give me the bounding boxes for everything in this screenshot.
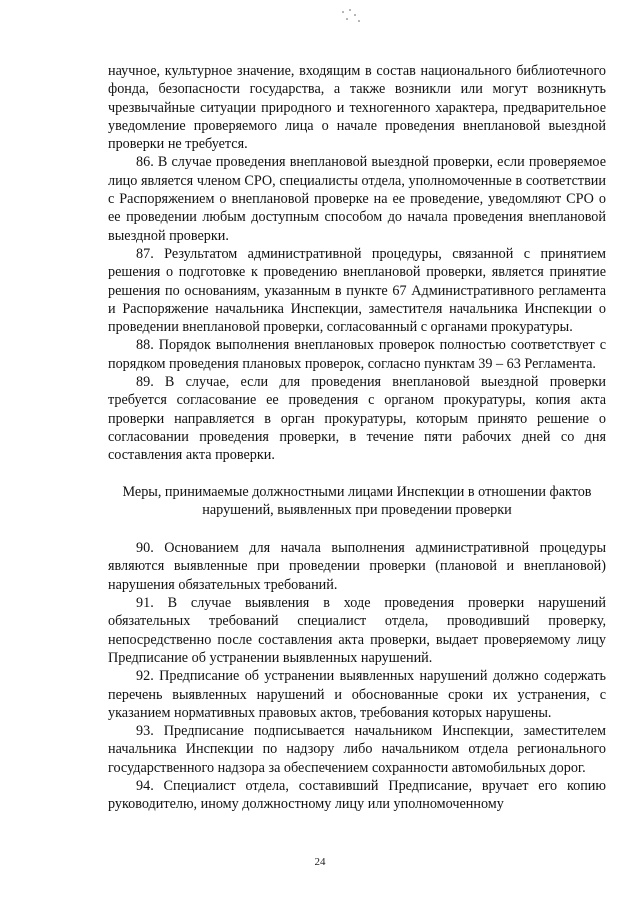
page-number: 24 <box>314 856 326 868</box>
paragraph-94: 94. Специалист отдела, составивший Предписание, вручает его копию руководителю, иному должностному лицу или уполномоченному <box>108 777 606 813</box>
paragraph-86: 86. В случае проведения внеплановой выездной проверки, если проверяемое лицо является членом СРО, специалисты отдела, уполномоченные в соответствии с Распоряжением о внеплановой проверке на ее проведение, уведомляют СРО о ее проведении любым доступным способом до начала проведения внеплановой выездной проверки. <box>108 154 606 244</box>
paragraph-91: 91. В случае выявления в ходе проведения проверки нарушений обязательных требований специалист отдела, проводивший проверку, непосредственно после составления акта проверки, выдает проверяемому лицу Предписание об устранении выявленных нарушений. <box>108 595 606 666</box>
paragraph-89: 89. В случае, если для проведения внеплановой выездной проверки требуется согласование ее проведения с органом прокуратуры, копия акта проверки направляется в орган прокуратуры, которым принято решение о согласовании проведения проверки, в течение пяти рабочих дней со дня составления акта проверки. <box>108 374 606 464</box>
paragraph-continuation: научное, культурное значение, входящим в состав национального библиотечного фонда, безопасности государства, а также возникли или могут возникнуть чрезвычайные ситуации природного и техногенного характера, предварительное уведомление проверяемого лица о начале проведения внеплановой выездной проверки не требуется. <box>108 63 606 153</box>
section-heading: Меры, принимаемые должностными лицами Инспекции в отношении фактов нарушений, выявленных при проведении проверки <box>122 483 592 518</box>
paragraph-87: 87. Результатом административной процедуры, связанной с принятием решения о подготовке к проведению внеплановой проверки, является принятие решения по основаниям, указанным в пункте 67 Административного регламента и Распоряжение начальника Инспекции, заместителя начальника Инспекции о проведении внеплановой проверки, согласованный с органами прокуратуры. <box>108 245 606 336</box>
document-page <box>108 62 606 814</box>
paragraph-93: 93. Предписание подписывается начальником Инспекции, заместителем начальника Инспекции по надзору либо начальником отдела регионального государственного надзора за обеспечением сохранности автомобильных дорог. <box>108 723 606 776</box>
scan-artifact <box>340 8 364 26</box>
paragraph-92: 92. Предписание об устранении выявленных нарушений должно содержать перечень выявленных нарушений и обоснованные сроки их устранения, с указанием нормативных правовых актов, требования которых нарушены. <box>108 668 606 721</box>
paragraph-88: 88. Порядок выполнения внеплановых проверок полностью соответствует с порядком проведения плановых проверок, согласно пунктам 39 – 63 Регламента. <box>108 337 606 372</box>
paragraph-90: 90. Основанием для начала выполнения административной процедуры являются выявленные при проведении проверки (плановой и внеплановой) нарушения обязательных требований. <box>108 540 606 593</box>
